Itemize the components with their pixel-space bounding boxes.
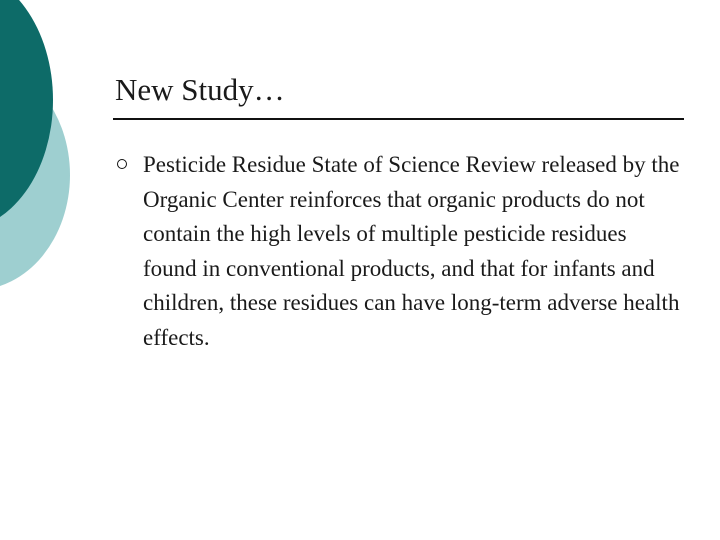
- bullet-text: Pesticide Residue State of Science Review released by the Organic Center reinforces that organic products do not contain the high levels of multiple pesticide residues found in conventional products, and that for infants and children, these residues can have long-term adverse health effects.: [143, 152, 680, 350]
- title-divider: [113, 118, 684, 120]
- bullet-list: [115, 148, 685, 355]
- hollow-circle-bullet-icon: [117, 159, 127, 169]
- bullet-item: [115, 148, 685, 355]
- slide-title: New Study…: [115, 72, 285, 107]
